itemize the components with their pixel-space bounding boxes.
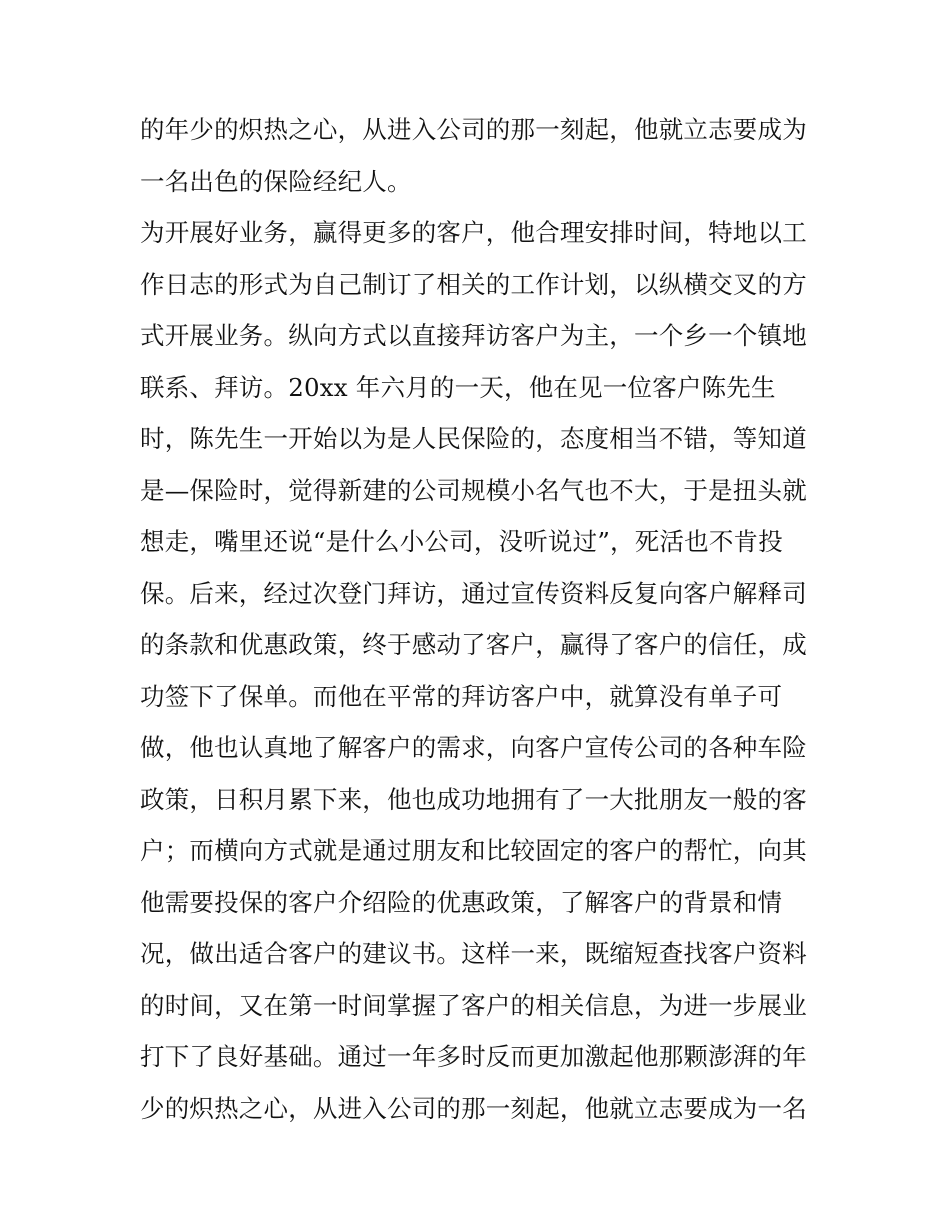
text-line: 户；而横向方式就是通过朋友和比较固定的客户的帮忙，向其 <box>140 836 807 865</box>
text-line: 他需要投保的客户介绍险的优惠政策，了解客户的背景和情 <box>140 887 783 917</box>
text-line: 的条款和优惠政策，终于感动了客户，赢得了客户的信任，成 <box>140 630 807 659</box>
body-text <box>140 104 820 1134</box>
text-line: 保。后来，经过次登门拜访，通过宣传资料反复向客户解释司 <box>140 578 807 608</box>
text-line: 政策，日积月累下来，他也成功地拥有了一大批朋友一般的客 <box>140 784 807 814</box>
text-line: 的时间，又在第一时间掌握了客户的相关信息，为进一步展业 <box>140 990 807 1020</box>
text-line: 打下了良好基础。通过一年多时反而更加激起他那颗澎湃的年 <box>140 1042 807 1071</box>
text-line: 时，陈先生一开始以为是人民保险的，态度相当不错，等知道 <box>140 424 807 453</box>
text-line: 的年少的炽热之心，从进入公司的那一刻起，他就立志要成为 <box>140 115 807 144</box>
text-line: 做，他也认真地了解客户的需求，向客户宣传公司的各种车险 <box>140 733 807 762</box>
text-line: 况，做出适合客户的建议书。这样一来，既缩短查找客户资料 <box>140 939 807 968</box>
text-line: 少的炽热之心，从进入公司的那一刻起，他就立志要成为一名 <box>140 1093 807 1123</box>
text-line: 式开展业务。纵向方式以直接拜访客户为主，一个乡一个镇地 <box>140 321 807 350</box>
text-line: 作日志的形式为自己制订了相关的工作计划，以纵横交叉的方 <box>140 269 807 299</box>
text-line: 一名出色的保险经纪人。 <box>140 166 412 196</box>
text-line: 为开展好业务，赢得更多的客户，他合理安排时间，特地以工 <box>140 218 807 247</box>
text-line: 想走，嘴里还说“是什么小公司，没听说过”，死活也不肯投 <box>140 527 783 556</box>
text-line: 功签下了保单。而他在平常的拜访客户中，就算没有单子可 <box>140 681 783 711</box>
text-line: 联系、拜访。20xx 年六月的一天，他在见一位客户陈先生 <box>140 372 776 402</box>
text-line: 是—保险时，觉得新建的公司规模小名气也不大，于是扭头就 <box>140 475 807 505</box>
